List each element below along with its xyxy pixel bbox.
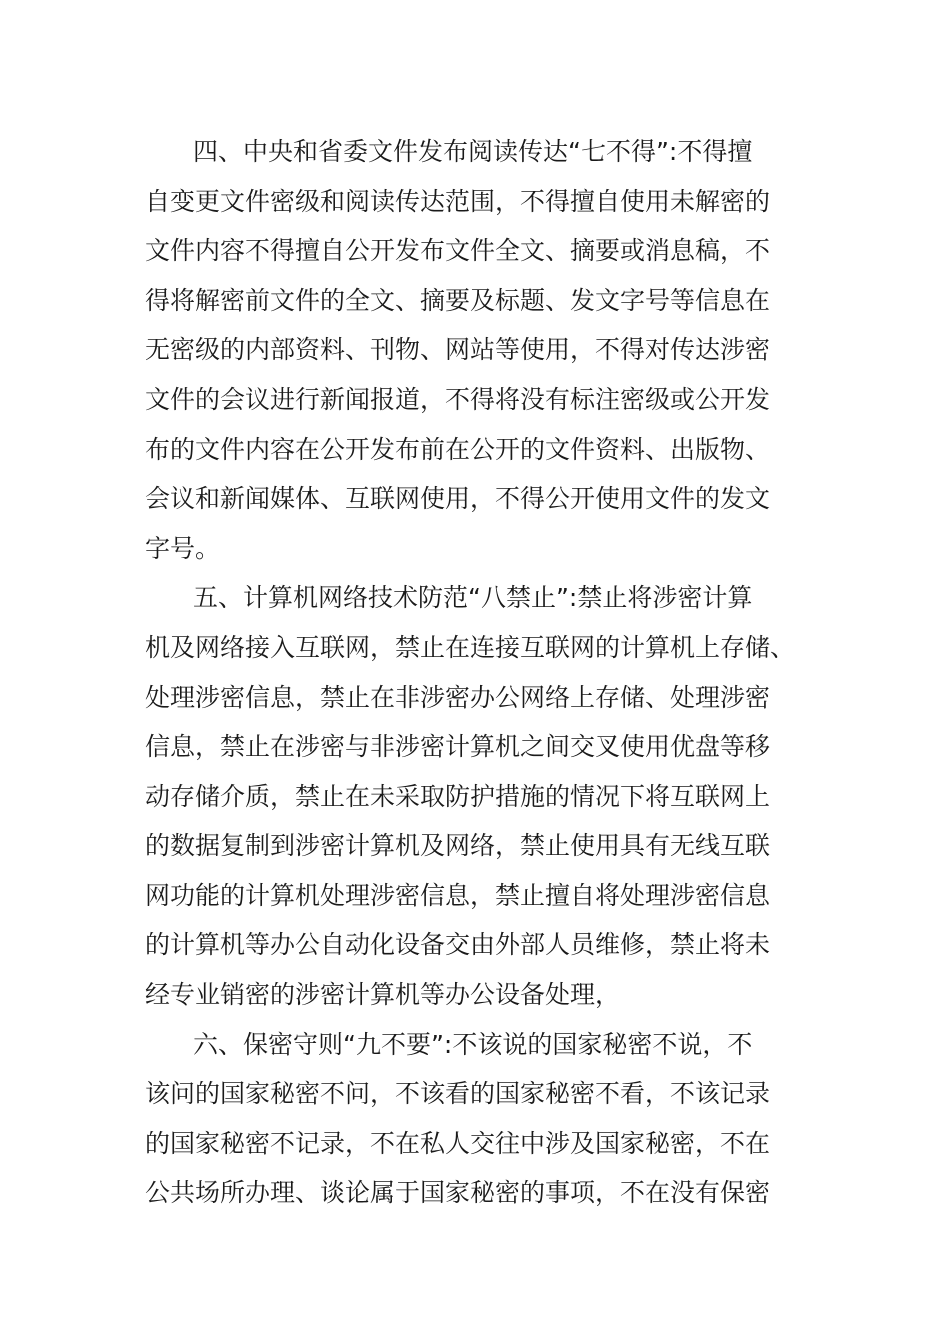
text-line: 的计算机等办公自动化设备交由外部人员维修，禁止将未 — [145, 930, 771, 959]
text-line: 布的文件内容在公开发布前在公开的文件资料、出版物、 — [145, 435, 771, 464]
text-line: 该问的国家秘密不问，不该看的国家秘密不看，不该记录 — [145, 1079, 771, 1108]
text-line: 公共场所办理、谈论属于国家秘密的事项，不在没有保密 — [145, 1178, 771, 1207]
text-line: 的国家秘密不记录，不在私人交往中涉及国家秘密，不在 — [145, 1129, 771, 1158]
text-line: 文件内容不得擅自公开发布文件全文、摘要或消息稿，不 — [145, 236, 771, 265]
text-line: 无密级的内部资料、刊物、网站等使用，不得对传达涉密 — [145, 335, 771, 364]
text-line: 六、保密守则“九不要”:不该说的国家秘密不说，不 — [193, 1030, 753, 1059]
text-line: 信息，禁止在涉密与非涉密计算机之间交叉使用优盘等移 — [145, 732, 771, 761]
text-line: 五、计算机网络技术防范“八禁止”:禁止将涉密计算 — [193, 583, 753, 612]
text-line: 自变更文件密级和阅读传达范围，不得擅自使用未解密的 — [145, 187, 771, 216]
text-line: 机及网络接入互联网，禁止在连接互联网的计算机上存储、 — [145, 633, 796, 662]
text-line: 字号。 — [145, 534, 221, 563]
text-line: 四、中央和省委文件发布阅读传达“七不得”:不得擅 — [193, 137, 753, 166]
text-line: 处理涉密信息，禁止在非涉密办公网络上存储、处理涉密 — [145, 683, 771, 712]
text-line: 的数据复制到涉密计算机及网络，禁止使用具有无线互联 — [145, 831, 771, 860]
text-line: 网功能的计算机处理涉密信息，禁止擅自将处理涉密信息 — [145, 881, 771, 910]
text-line: 经专业销密的涉密计算机等办公设备处理， — [145, 980, 621, 1009]
text-line: 文件的会议进行新闻报道，不得将没有标注密级或公开发 — [145, 385, 771, 414]
text-line: 会议和新闻媒体、互联网使用，不得公开使用文件的发文 — [145, 484, 771, 513]
text-line: 动存储介质，禁止在未采取防护措施的情况下将互联网上 — [145, 782, 771, 811]
text-line: 得将解密前文件的全文、摘要及标题、发文字号等信息在 — [145, 286, 771, 315]
